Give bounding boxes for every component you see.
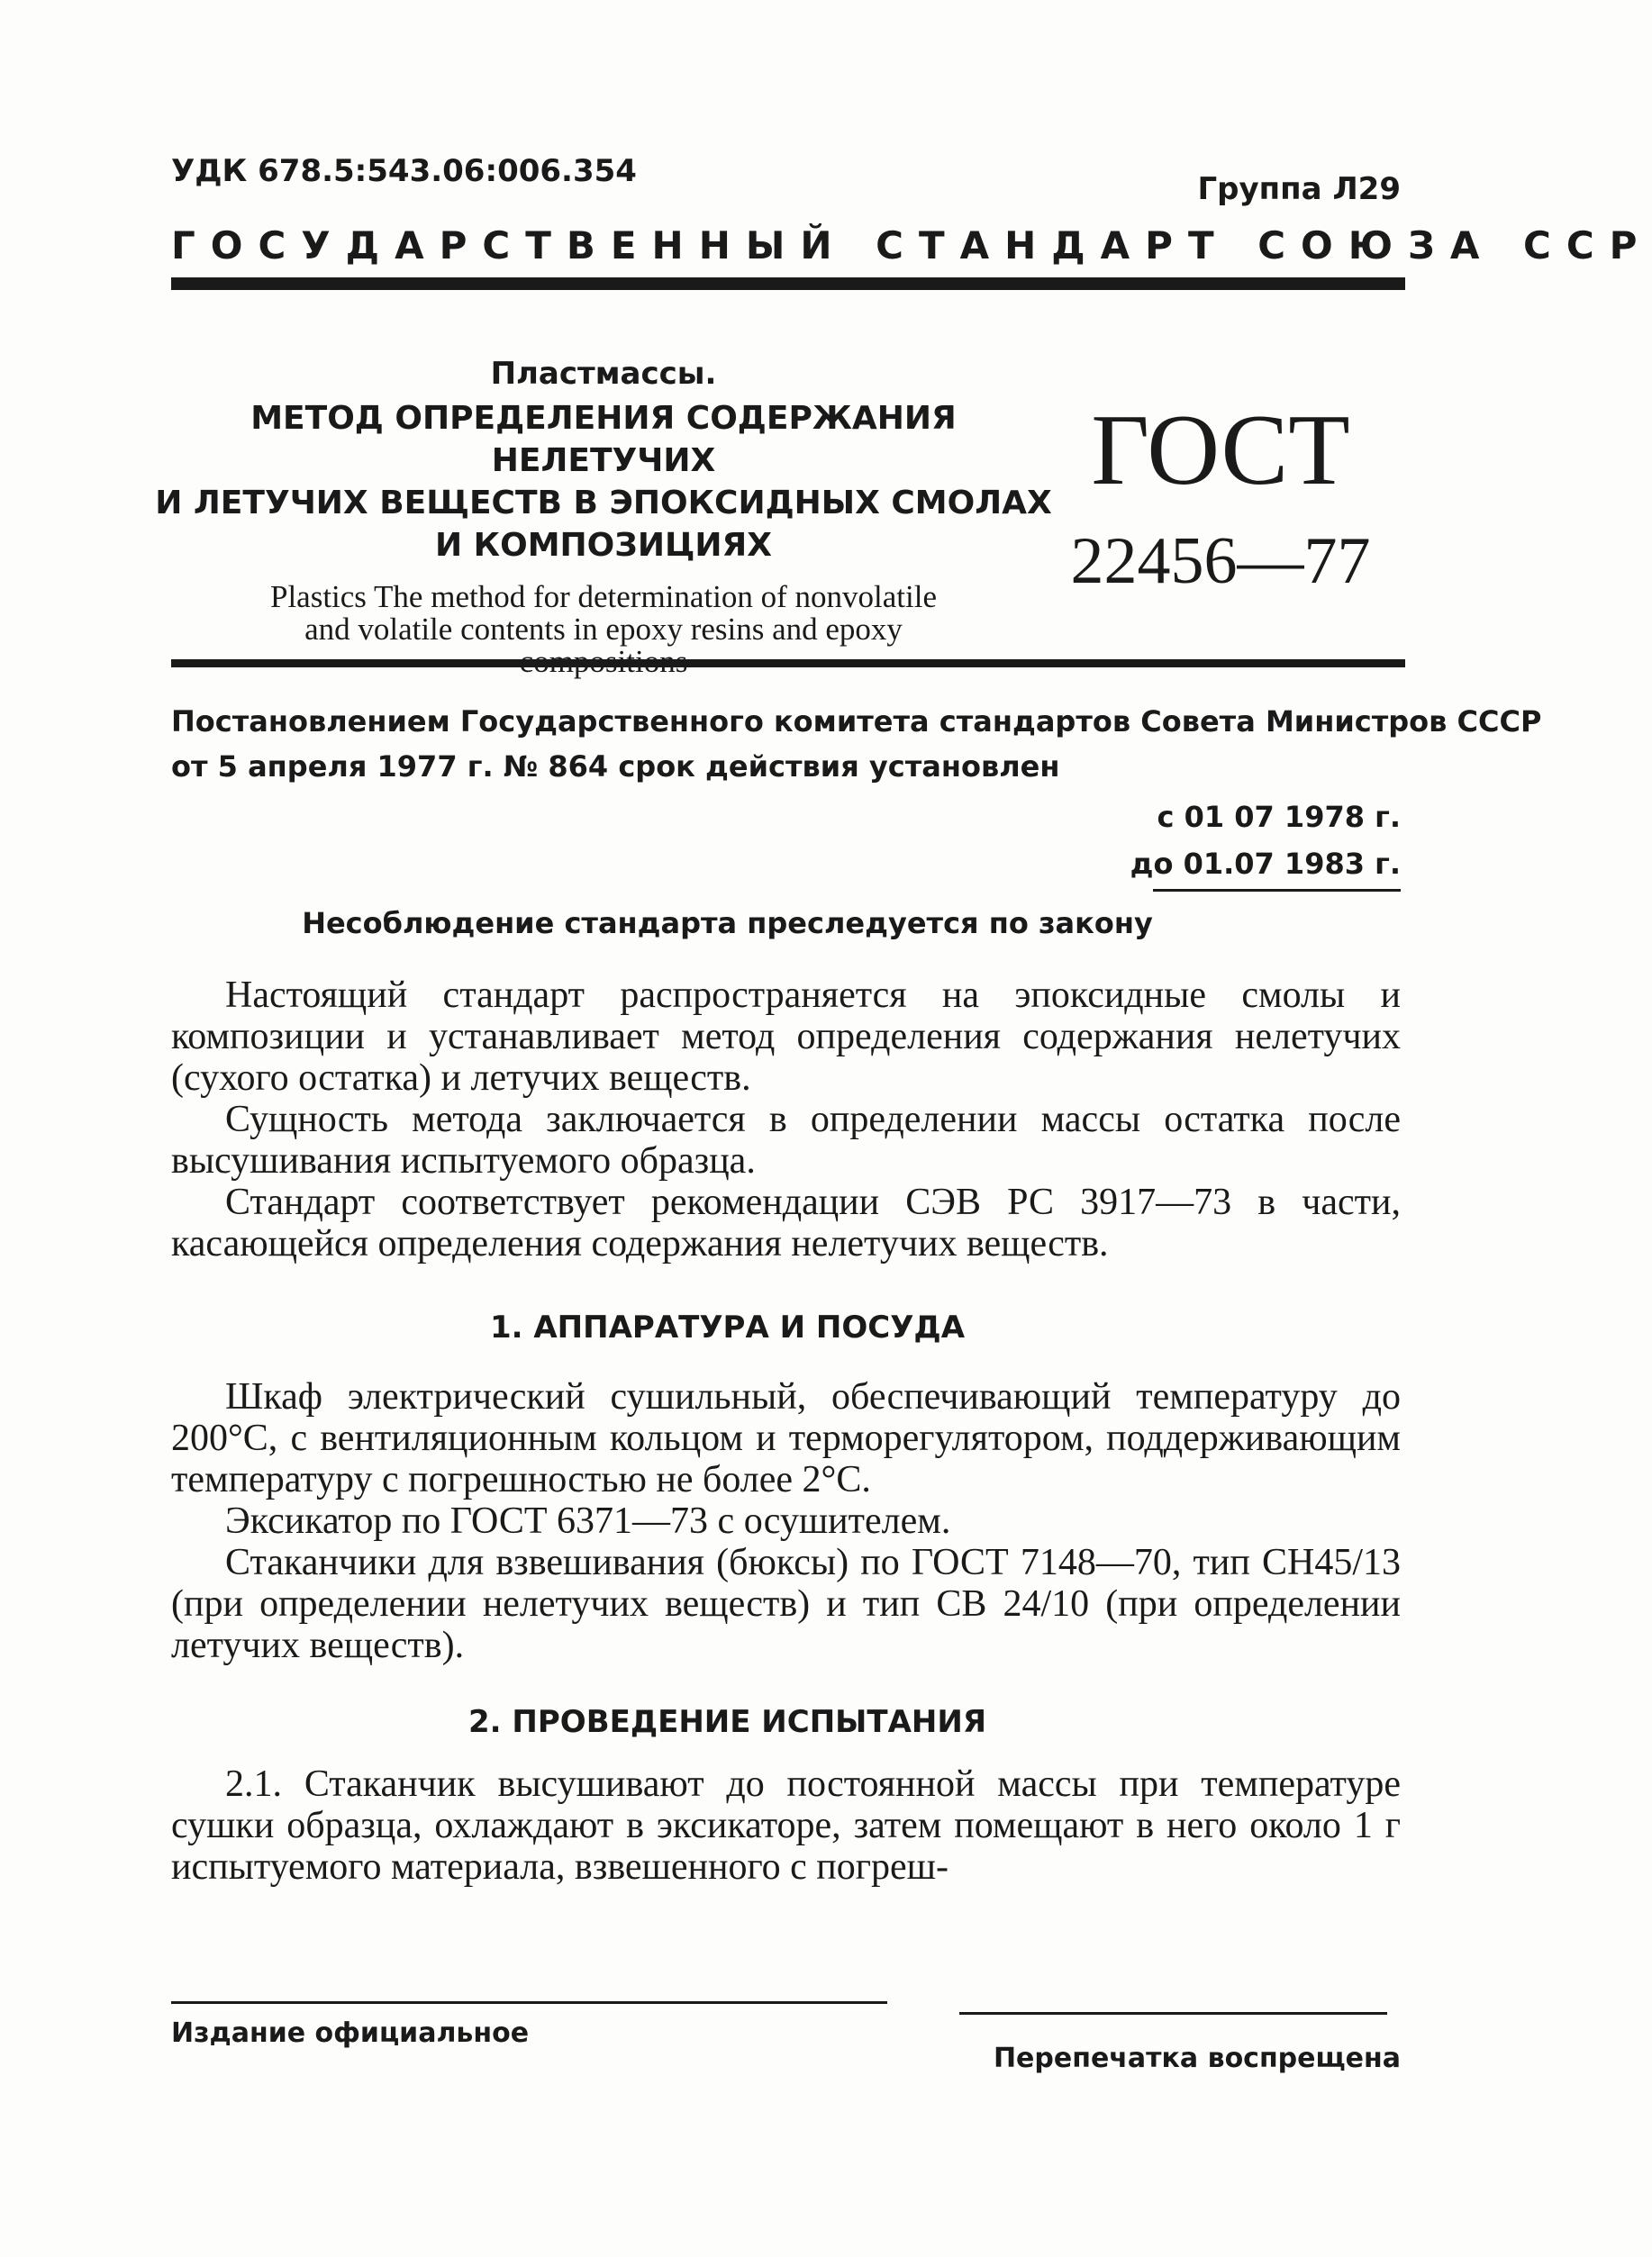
english-title-line-2: and volatile contents in epoxy resins and epoxy	[304, 612, 903, 647]
validity-rule	[1153, 889, 1401, 892]
official-edition-label: Издание официальное	[171, 2017, 530, 2049]
valid-from-date: с 01 07 1978 г.	[1157, 800, 1401, 834]
english-title-line-1: Plastics The method for determination of nonvolatile	[269, 579, 938, 614]
intro-paragraph-2: Сущность метода заключается в определении массы остатка после высушивания испытуемого образца.	[171, 1099, 1401, 1182]
title-line-3: И КОМПОЗИЦИЯХ	[435, 527, 772, 564]
title-line-2: И ЛЕТУЧИХ ВЕЩЕСТВ В ЭПОКСИДНЫХ СМОЛАХ	[155, 485, 1052, 521]
title-rule	[171, 659, 1405, 667]
title-line-1: МЕТОД ОПРЕДЕЛЕНИЯ СОДЕРЖАНИЯ НЕЛЕТУЧИХ	[250, 400, 957, 479]
state-standard-heading: ГОСУДАРСТВЕННЫЙ СТАНДАРТ СОЮЗА ССР	[171, 223, 1652, 267]
section-1-paragraph-2: Эксикатор по ГОСТ 6371—73 с осушителем.	[225, 1500, 951, 1542]
section-2-title: 2. ПРОВЕДЕНИЕ ИСПЫТАНИЯ	[468, 1704, 986, 1740]
group-code: Группа Л29	[1197, 171, 1401, 207]
decree-line-2: от 5 апреля 1977 г. № 864 срок действия установлен	[171, 749, 1060, 784]
udk-code: УДК 678.5:543.06:006.354	[171, 153, 637, 189]
intro-paragraph-1: Настоящий стандарт распространяется на эпоксидные смолы и композиции и устанавливает метод определения содержания нелетучих (сухого остатка) и летучих веществ.	[171, 974, 1401, 1099]
section-1-text	[171, 1376, 1401, 1666]
valid-to-date: до 01.07 1983 г.	[1130, 847, 1401, 881]
footer-rule-left	[171, 2001, 887, 2004]
header-rule	[171, 277, 1405, 290]
section-1-title: 1. АППАРАТУРА И ПОСУДА	[489, 1310, 966, 1346]
footer-rule-right	[959, 2012, 1387, 2015]
document-title	[153, 356, 1054, 678]
gost-designation	[1067, 396, 1374, 600]
decree-line-1: Постановлением Государственного комитета стандартов Совета Министров СССР	[171, 704, 1542, 739]
legal-notice: Несоблюдение стандарта преследуется по закону	[302, 906, 1153, 940]
section-2-text	[171, 1763, 1401, 1888]
gost-number: 22456—77	[1070, 524, 1371, 598]
gost-word: ГОСТ	[1091, 394, 1350, 506]
intro-text	[171, 974, 1401, 1264]
reprint-prohibited-label: Перепечатка воспрещена	[993, 2043, 1401, 2074]
section-1-paragraph-1: Шкаф электрический сушильный, обеспечивающий температуру до 200°С, с вентиляционным кольцом и терморегулятором, поддерживающим температуру с погрешностью не более 2°С.	[171, 1376, 1401, 1500]
section-2-paragraph-1: 2.1. Стаканчик высушивают до постоянной массы при температуре сушки образца, охлаждают в эксикаторе, затем помещают в него около 1 г испытуемого материала, взвешенного с погреш-	[171, 1763, 1401, 1888]
intro-paragraph-3: Стандарт соответствует рекомендации СЭВ РС 3917—73 в части, касающейся определения содержания нелетучих веществ.	[171, 1182, 1401, 1264]
section-1-paragraph-3: Стаканчики для взвешивания (бюксы) по ГОСТ 7148—70, тип СН45/13 (при определении нелетучих веществ) и тип СВ 24/10 (при определении летучих веществ).	[171, 1542, 1401, 1666]
title-lead: Пластмассы.	[490, 356, 717, 392]
